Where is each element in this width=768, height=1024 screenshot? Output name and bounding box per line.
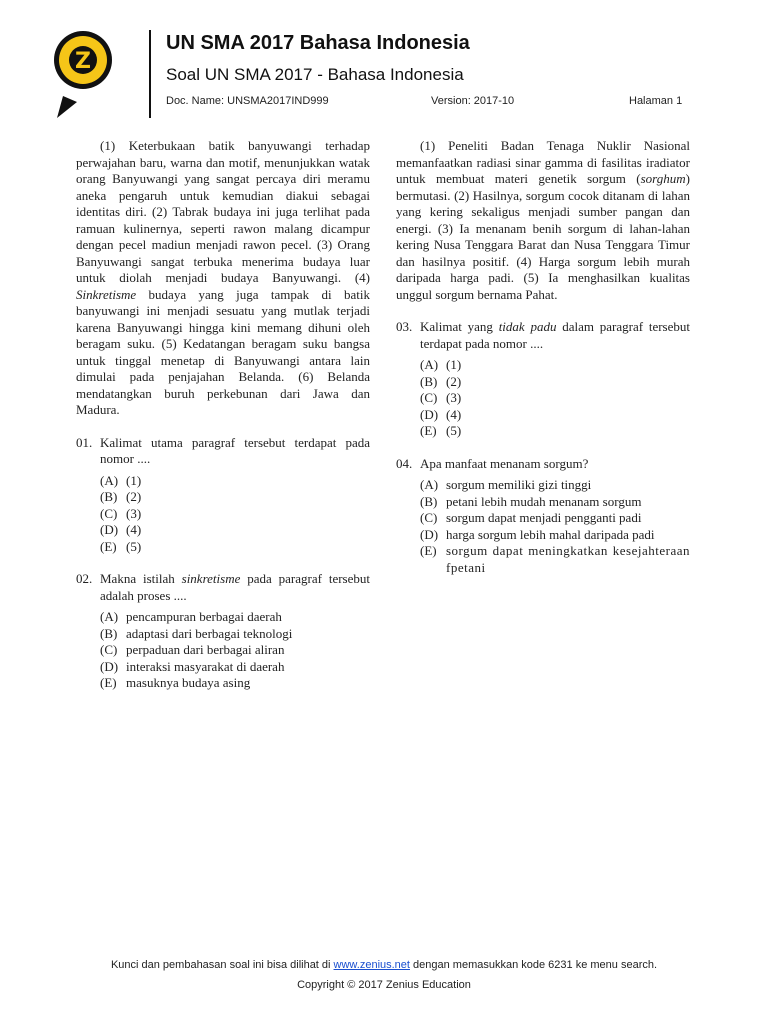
option-d[interactable]: (D) harga sorgum lebih mahal daripada padi <box>420 526 655 542</box>
question-number: 01. <box>76 434 93 450</box>
option-b[interactable]: (B) (2) <box>100 489 142 504</box>
footer-note: Kunci dan pembahasan soal ini bisa dilihat di www.zenius.net dengan memasukkan kode 6231 ke menu search. <box>110 959 658 971</box>
option-e[interactable]: (E) (5) <box>100 538 142 554</box>
question-number: 03. <box>396 319 413 334</box>
reading-passage-batik: (1) Keterbukaan batik banyuwangi terhadap perwajahan baru, warna dan motif, menunjukkan watak orang Banyuwangi yang sangat percaya diri meramu aneka pengaruh untuk kemudian diakui sebagai identitas diri. (2) Tabrak budaya ini juga terlihat pada ramuan kulinernya, seperti rawon malang dicampur dengan pecel madiun menjadi rawon pecel. (3) Orang Banyuwangi sangat terbuka menerima budaya luar untuk diolah menjadi budaya Banyuwangi. (4) Sinkretisme budaya yang juga tampak di batik banyuwangi ini menjadi sesuatu yang mutlak terjadi karena Banyuwangi hingga kini memang dihuni oleh beragam suku. (5) Kedatangan beragam suku bangsa untuk tinggal menetap di Banyuwangi antara lain dimulai pada penjajahan Belanda. (6) Belanda mendatangkan buruh perkebunan dari Jawa dan Madura. <box>76 138 370 417</box>
option-a[interactable]: (A) (1) <box>420 357 462 372</box>
question-01-options <box>100 473 370 556</box>
reading-passage-sorgum: (1) Peneliti Badan Tenaga Nuklir Nasional memanfaatkan radiasi sinar gamma di fasilitas iradiator untuk membuat materi genetik sorgum (sorghum) bermutasi. (2) Hasilnya, sorgum cocok ditanam di lahan yang kering sekaligus menjadi sumber pangan dan energi. (3) Ia menanam benih sorgum di lahan-lahan kering Nusa Tenggara Barat dan Nusa Tenggara Timur dan hasilnya positif. (4) Harga sorgum lebih murah daripada harga padi. (5) Ia menghasilkan kualitas unggul sorgum bernama Pahat. <box>396 138 690 302</box>
doc-version: Version: 2017-10 <box>431 95 515 107</box>
zenius-link[interactable]: www.zenius.net <box>333 959 410 971</box>
question-03-options <box>420 357 690 440</box>
header-divider <box>149 30 151 118</box>
doc-name: Doc. Name: UNSMA2017IND999 <box>166 95 329 107</box>
question-01 <box>76 435 370 468</box>
zenius-logo <box>53 30 113 118</box>
option-e[interactable]: (E) (5) <box>420 423 462 438</box>
page-number: Halaman 1 <box>629 95 683 107</box>
option-c[interactable]: (C) (3) <box>100 505 142 521</box>
page-subtitle: Soal UN SMA 2017 - Bahasa Indonesia <box>166 65 464 84</box>
question-text: Kalimat yang tidak padu dalam paragraf tersebut terdapat pada nomor .... <box>420 319 690 351</box>
question-03 <box>396 319 690 352</box>
option-b[interactable]: (B) petani lebih mudah menanam sorgum <box>420 493 642 509</box>
option-e[interactable]: (E) masuknya budaya asing <box>100 675 251 690</box>
question-04 <box>396 456 690 473</box>
question-02 <box>76 571 370 604</box>
option-a[interactable]: (A) (1) <box>100 472 142 488</box>
question-04-options <box>420 477 690 576</box>
right-column <box>396 138 690 576</box>
option-a[interactable]: (A) sorgum memiliki gizi tinggi <box>420 477 592 492</box>
option-a[interactable]: (A) pencampuran berbagai daerah <box>100 609 282 624</box>
option-d[interactable]: (D) interaksi masyarakat di daerah <box>100 658 285 674</box>
option-b[interactable]: (B) (2) <box>420 373 462 389</box>
question-02-options <box>100 609 370 692</box>
option-c[interactable]: (C) perpaduan dari berbagai aliran <box>100 642 285 657</box>
option-d[interactable]: (D) (4) <box>100 522 142 537</box>
logo-letter: Z <box>75 49 91 74</box>
question-number: 04. <box>396 455 413 471</box>
option-d[interactable]: (D) (4) <box>420 406 462 422</box>
option-b[interactable]: (B) adaptasi dari berbagai teknologi <box>100 625 293 641</box>
question-text: Makna istilah sinkretisme pada paragraf tersebut adalah proses .... <box>100 571 370 603</box>
option-c[interactable]: (C) sorgum dapat menjadi pengganti padi <box>420 510 642 525</box>
question-text: Apa manfaat menanam sorgum? <box>420 455 589 471</box>
question-text: Kalimat utama paragraf tersebut terdapat pada nomor .... <box>100 434 370 466</box>
option-c[interactable]: (C) (3) <box>420 390 462 405</box>
copyright: Copyright © 2017 Zenius Education <box>297 979 471 991</box>
page-title: UN SMA 2017 Bahasa Indonesia <box>166 32 470 54</box>
question-number: 02. <box>76 571 93 586</box>
option-e[interactable]: (E) sorgum dapat meningkatkan kesejahteraan fpetani <box>420 543 690 575</box>
left-column <box>76 138 370 692</box>
